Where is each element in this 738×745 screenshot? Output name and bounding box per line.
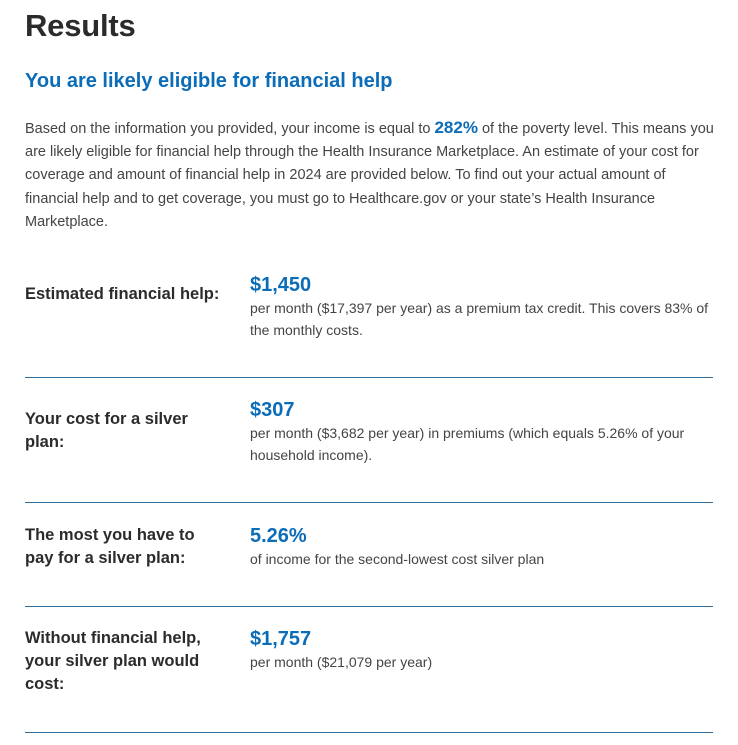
poverty-level-percent: 282% — [434, 118, 478, 137]
row-label: Without financial help, your silver plan would cost: — [25, 629, 201, 693]
intro-paragraph — [25, 116, 715, 234]
page-title: Results — [25, 8, 136, 43]
row-amount: 5.26% — [250, 525, 307, 547]
eligibility-headline: You are likely eligible for financial help — [25, 70, 393, 92]
row-most-you-pay — [25, 503, 713, 607]
row-value — [250, 627, 713, 674]
row-label: Your cost for a silver plan: — [25, 410, 188, 451]
row-detail: per month ($17,397 per year) as a premium tax credit. This covers 83% of the monthly costs. — [250, 300, 709, 338]
row-value — [250, 273, 713, 341]
row-detail: of income for the second-lowest cost silver plan — [250, 551, 545, 567]
row-amount: $307 — [250, 399, 295, 421]
row-detail: per month ($21,079 per year) — [250, 654, 433, 670]
row-value — [250, 524, 713, 571]
row-without-financial-help — [25, 607, 713, 733]
row-amount: $1,450 — [250, 274, 312, 296]
row-estimated-financial-help — [25, 262, 713, 378]
intro-text-before: Based on the information you provided, your income is equal to — [25, 121, 435, 137]
intro-text-after: of the poverty level. This means you are likely eligible for financial help through the Health Insurance Marketplace. An estimate of your cost for coverage and amount of financial help in 2024 are provided below. To find out your actual amount of financial help and to get coverage, you must go to Healthcare.gov or your state’s Health Insurance Marketplace. — [25, 121, 714, 230]
row-detail: per month ($3,682 per year) in premiums (which equals 5.26% of your household income). — [250, 425, 685, 463]
row-label: The most you have to pay for a silver plan: — [25, 526, 195, 567]
row-value — [250, 398, 713, 466]
row-amount: $1,757 — [250, 628, 312, 650]
row-silver-plan-cost — [25, 378, 713, 503]
results-table — [25, 262, 713, 733]
row-label: Estimated financial help: — [25, 285, 220, 303]
